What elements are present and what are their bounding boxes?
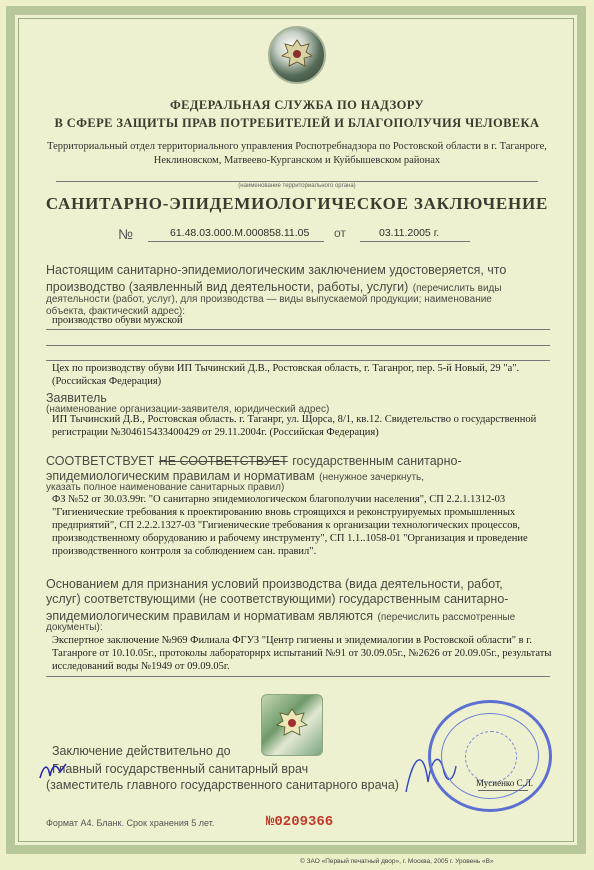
basis-line2: услуг) соответствующими (не соответствующими) государственным санитарно-	[46, 592, 509, 606]
date-rule	[360, 241, 470, 242]
activity-rule-2	[46, 345, 550, 346]
initials-signature-icon	[36, 758, 76, 784]
chief-doctor-line2: (заместитель главного государственного санитарного врача)	[46, 778, 399, 792]
basis-value-line1: Экспертное заключение №969 Филиала ФГУЗ "Центр гигиены и эпидемиалогии в Ростовской области" в г.	[52, 635, 532, 646]
compliance-value-line3: предприятий", СП 2.2.2.1327-03 "Гигиенические требования к организации технологических процессов,	[52, 520, 521, 531]
basis-line3-large: эпидемиологическим правилам и нормативам являются	[46, 609, 374, 623]
basis-line1: Основанием для признания условий производства (вида деятельности, работ,	[46, 577, 503, 591]
certify-line2-large: производство (заявленный вид деятельности, работы, услуги)	[46, 280, 409, 294]
compliance-line3: указать полное наименование санитарных правил)	[46, 482, 285, 493]
printer-imprint: © ЗАО «Первый печатный двор», г. Москва, 2005 г. Уровень «В»	[300, 858, 494, 865]
basis-line3	[46, 607, 515, 625]
department-rule	[56, 181, 538, 182]
compliance-value-line2: "Гигиенические требования к проектированию вновь строящихся и реконструируемых промышленных	[52, 507, 516, 518]
department-name-line1: Территориальный отдел территориального управления Роспотребнадзора по Ростовской области в г. Таганроге,	[47, 141, 547, 152]
certify-line4: объекта, фактический адрес):	[46, 306, 186, 317]
department-caption: (наименование территориального органа)	[238, 183, 356, 189]
activity-rule	[46, 329, 550, 330]
compliance-struck: НЕ СООТВЕТСТВУЕТ	[158, 454, 288, 468]
document-title: САНИТАРНО-ЭПИДЕМИОЛОГИЧЕСКОЕ ЗАКЛЮЧЕНИЕ	[45, 194, 549, 213]
address-value-line2: (Российская Федерация)	[52, 376, 162, 387]
certify-line3: деятельности (работ, услуг), для производства — виды выпускаемой продукции; наименование	[46, 294, 492, 305]
compliance-word: СООТВЕТСТВУЕТ	[46, 454, 155, 468]
form-format-note: Формат А4. Бланк. Срок хранения 5 лет.	[46, 818, 215, 828]
certify-line2-small: (перечислить виды	[412, 283, 502, 294]
number-rule	[148, 241, 324, 242]
applicant-value-line2: регистрации №304615433400429 от 29.11.2004г. (Российская Федерация)	[52, 427, 379, 438]
activity-value: производство обуви мужской	[52, 315, 183, 326]
signer-name: Мусиенко С.Л.	[476, 778, 534, 788]
valid-until-label: Заключение действительно до	[52, 744, 231, 758]
department-name-line2: Неклиновском, Матвеево-Курганском и Куйбышевском районах	[153, 155, 441, 166]
emblem-top-icon	[268, 26, 326, 84]
number-label: №	[118, 226, 134, 242]
address-value-line1: Цех по производству обуви ИП Тычинский Д.В., Ростовская область, г. Таганрог, пер. 5-й Новый, 29 "а".	[52, 363, 520, 374]
date-label: от	[334, 226, 346, 240]
compliance-value-line1: ФЗ №52 от 30.03.99г. "О санитарно эпидемиологическом благополучии населения", СП 2.2.1.1312-03	[52, 494, 506, 505]
compliance-value-line4: производственному оборудованию и рабочему инструменту", СП 1.1..1058-01 "Организация и проведение	[52, 533, 528, 544]
document-number: 61.48.03.000.М.000858.11.05	[170, 227, 310, 239]
compliance-value-line5: производственного контроля за соблюдением сан. правил".	[52, 546, 317, 557]
compliance-rest: государственным санитарно-	[292, 454, 462, 468]
applicant-note: (наименование организации-заявителя, юридический адрес)	[46, 404, 330, 415]
compliance-line2-large: эпидемиологическим правилам и нормативам	[46, 469, 315, 483]
compliance-line2-small: (ненужное зачеркнуть,	[319, 472, 425, 483]
certify-line1: Настоящим санитарно-эпидемиологическим заключением удостоверяется, что	[46, 263, 507, 277]
basis-line4: документы):	[46, 622, 103, 633]
hologram-emblem-icon	[261, 694, 323, 756]
document-date: 03.11.2005 г.	[379, 227, 440, 239]
agency-name-line2: В СФЕРЕ ЗАЩИТЫ ПРАВ ПОТРЕБИТЕЛЕЙ И БЛАГОПОЛУЧИЯ ЧЕЛОВЕКА	[54, 116, 540, 130]
basis-value-line3: исследований воды №1949 от 09.09.05г.	[52, 661, 230, 672]
signature-rule	[478, 790, 528, 791]
basis-value-line2: Таганроге от 10.10.05г., протоколы лабораторнрх испытаний №91 от 30.09.05г., №2626 от 20.09.05г., результаты	[52, 648, 552, 659]
form-serial-number: №0209366	[266, 814, 334, 830]
applicant-label: Заявитель	[46, 391, 107, 405]
basis-line3-small: (перечислить рассмотренные	[377, 612, 516, 623]
basis-rule	[46, 676, 550, 677]
chief-doctor-line1: Главный государственный санитарный врач	[52, 762, 309, 776]
official-stamp-icon	[428, 700, 552, 812]
activity-rule-3	[46, 360, 550, 361]
agency-name-line1: ФЕДЕРАЛЬНАЯ СЛУЖБА ПО НАДЗОРУ	[169, 98, 425, 112]
applicant-value-line1: ИП Тычинский Д.В., Ростовская область. г. Таганрг, ул. Щорса, 8/1, кв.12. Свидетельство о государственной	[52, 414, 537, 425]
